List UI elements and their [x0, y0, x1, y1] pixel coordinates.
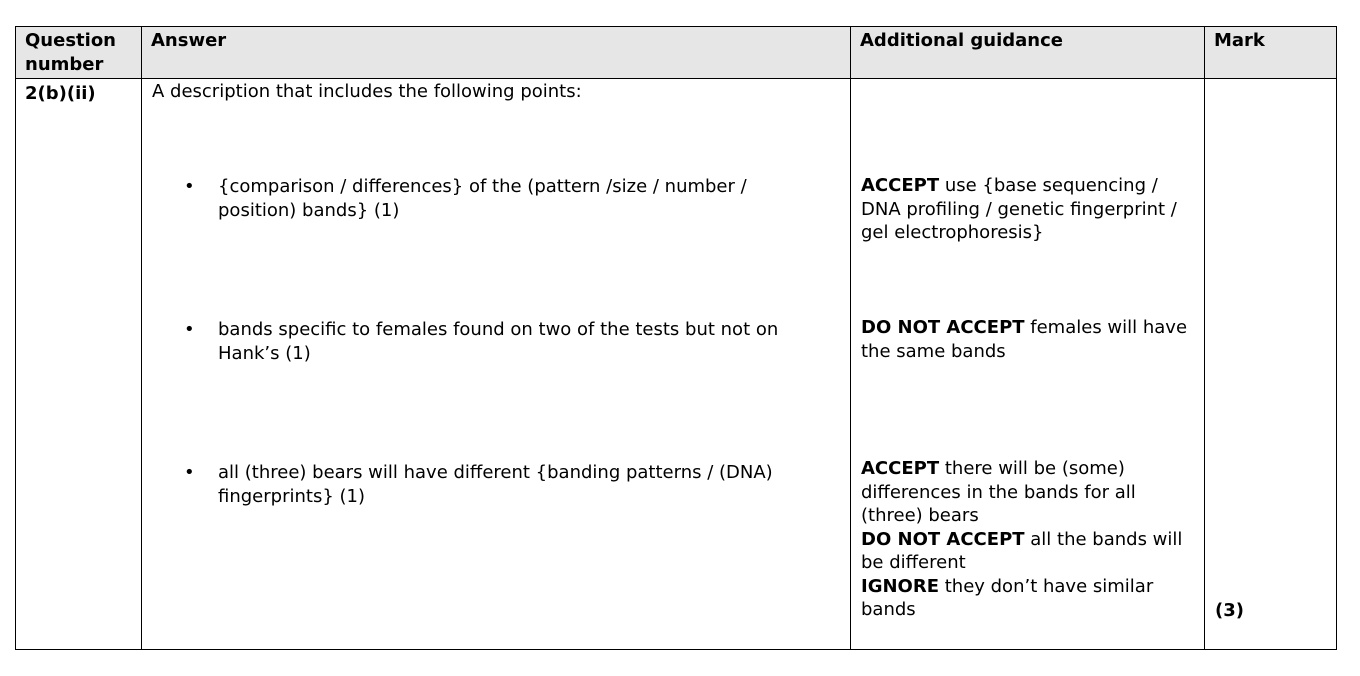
guidance-text: all the bands will be different: [861, 528, 1183, 573]
header-answer: Answer: [142, 27, 851, 79]
guidance-block: [861, 174, 1201, 245]
mark-total: (3): [1215, 600, 1244, 621]
guidance-text: females will have the same bands: [861, 317, 1188, 362]
header-row: [16, 27, 1337, 79]
header-question-number: Question number: [16, 27, 142, 79]
guidance-entry: [861, 575, 1201, 622]
guidance-block: [861, 457, 1201, 622]
guidance-keyword: DO NOT ACCEPT: [861, 528, 1025, 550]
guidance-entry: [861, 175, 1177, 243]
guidance-keyword: DO NOT ACCEPT: [861, 317, 1025, 338]
answer-point-text: all (three) bears will have different {banding patterns / (DNA) fingerprints} (1): [218, 462, 773, 507]
answer-point-text: bands specific to females found on two of the tests but not on Hank’s (1): [218, 319, 779, 364]
guidance-text: there will be (some) differences in the bands for all (three) bears: [861, 458, 1136, 526]
mark-scheme-table: [15, 26, 1337, 650]
bullet-icon: •: [184, 176, 195, 197]
bullet-icon: •: [184, 319, 195, 340]
guidance-keyword: ACCEPT: [861, 458, 940, 479]
question-number: 2(b)(ii): [16, 79, 142, 650]
mark-cell: [1205, 79, 1337, 650]
guidance-entry: [861, 528, 1201, 575]
guidance-keyword: ACCEPT: [861, 175, 940, 196]
guidance-cell: [851, 79, 1205, 650]
guidance-entry: [861, 457, 1201, 528]
table-row: [16, 79, 1337, 650]
answer-point: [180, 461, 780, 508]
guidance-text: use {base sequencing / DNA profiling / genetic fingerprint / gel electrophoresis}: [861, 175, 1177, 243]
answer-point: [180, 175, 780, 222]
bullet-icon: •: [184, 462, 195, 483]
header-mark: Mark: [1205, 27, 1337, 79]
answer-cell: [142, 79, 851, 650]
header-guidance: Additional guidance: [851, 27, 1205, 79]
guidance-block: [861, 316, 1201, 363]
answer-point-text: {comparison / differences} of the (pattern /size / number / position) bands} (1): [218, 176, 747, 221]
guidance-keyword: IGNORE: [861, 575, 939, 597]
answer-point: [180, 318, 780, 365]
answer-intro: A description that includes the following points:: [152, 81, 582, 102]
guidance-text: they don’t have similar bands: [861, 575, 1154, 620]
guidance-entry: [861, 317, 1187, 362]
